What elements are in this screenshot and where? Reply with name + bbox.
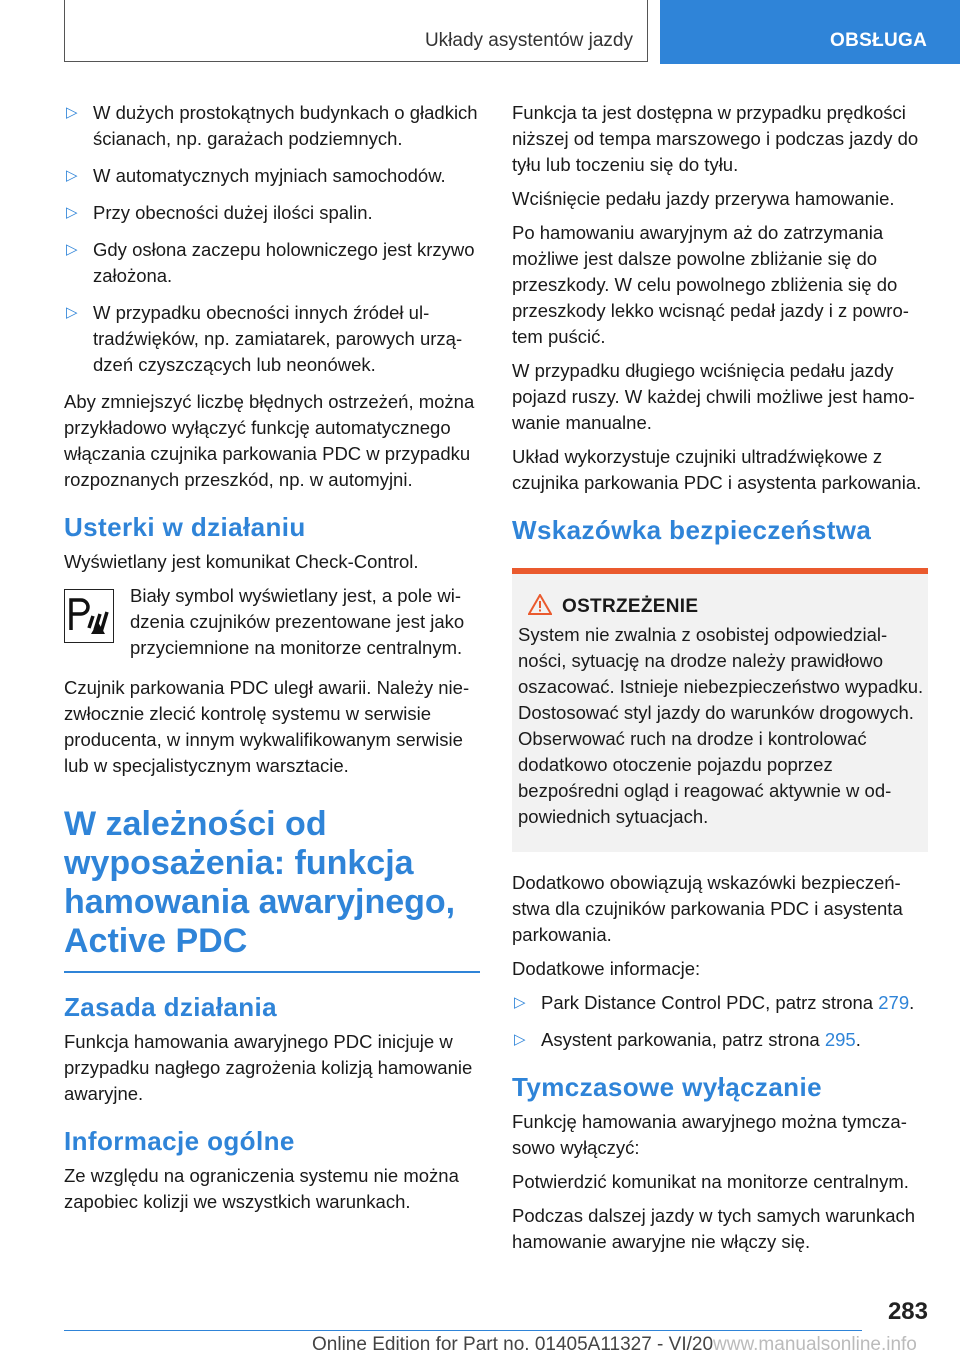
page-number: 283 xyxy=(887,1298,928,1325)
paragraph-additional-safety: Dodatkowo obowiązują wskazówki bezpieczeństwa dla czujników parkowania PDC i asystenta parkowania. xyxy=(512,872,903,945)
footer-edition: Online Edition for Part no. 01405A11327 - VI/20www.manualsonline.info xyxy=(312,1334,917,1355)
symbol-description: Biały symbol wyświetlany jest, a pole widzenia czujników prezentowane jest jako przyciemnione na monitorze centralnym. xyxy=(130,585,465,658)
warning-triangle-icon xyxy=(528,594,552,620)
triangle-bullet-icon: ▷ xyxy=(66,104,78,121)
heading-temporary-disable: Tymczasowe wyłączanie xyxy=(512,1072,822,1102)
heading-active-pdc: W zależności od wyposażenia: funkcja hamowania awaryjnego, Active PDC xyxy=(64,805,456,960)
paragraph-sensors: Układ wykorzystuje czujniki ultradźwiękowe z czujnika parkowania PDC i asystenta parkowania. xyxy=(512,446,922,493)
warning-text: System nie zwalnia z osobistej odpowiedzialności, sytuację na drodze należy prawidłowo oszacować. Istnieje niebezpieczeństwo wypadku. Dostosować styl jazdy do warunków drogowych. Obserwować ruch na drodze i kontrolować dodatkowo otoczenie pojazdu poprzez bezpośredni ogląd i reagować aktywnie w odpowiednich sytuacjach. xyxy=(518,624,924,827)
list-item: ▷ Gdy osłona zaczepu holowniczego jest krzywo założona. xyxy=(66,239,475,286)
section-tab: OBSŁUGA xyxy=(660,0,960,64)
paragraph-general: Ze względu na ograniczenia systemu nie można zapobiec kolizji we wszystkich warunkach. xyxy=(64,1165,459,1212)
list-item: ▷ W automatycznych myjniach samochodów. xyxy=(64,163,480,189)
paragraph-principle: Funkcja hamowania awaryjnego PDC inicjuje w przypadku nagłego zagrożenia kolizją hamowanie awaryjne. xyxy=(64,1031,473,1104)
warning-header xyxy=(518,594,928,620)
header-box xyxy=(64,0,648,62)
paragraph-availability: Funkcja ta jest dostępna w przypadku prędkości niższej od tempa marszowego i podczas jazdy do tyłu lub toczeniu się do tyłu. xyxy=(512,102,919,175)
paragraph-check-control: Wyświetlany jest komunikat Check-Control. xyxy=(64,551,419,572)
page-link-279[interactable]: 279 xyxy=(878,992,910,1013)
heading-principle: Zasada działania xyxy=(64,992,278,1022)
paragraph-temp-3: Podczas dalszej jazdy w tych samych warunkach hamowanie awaryjne nie włączy się. xyxy=(512,1205,916,1252)
heading-faults: Usterki w działaniu xyxy=(64,512,306,542)
paragraph-long-press: W przypadku długiego wciśnięcia pedału jazdy pojazd ruszy. W każdej chwili możliwe jest hamowanie manualne. xyxy=(512,360,915,433)
page-link-295[interactable]: 295 xyxy=(824,1029,856,1050)
triangle-bullet-icon: ▷ xyxy=(66,241,78,258)
triangle-bullet-icon: ▷ xyxy=(66,304,78,321)
paragraph-after-braking: Po hamowaniu awaryjnym aż do zatrzymania możliwe jest dalsze powolne zbliżanie się do przeszkody. W celu powolnego zbliżenia się do przeszkody lekko wcisnąć pedał jazdy i z powrotem puścić. xyxy=(512,222,909,347)
list-item: ▷ W przypadku obecności innych źródeł ultradźwięków, np. zamiatarek, parowych urządzeń czyszczących lub neonówek. xyxy=(66,302,463,375)
warning-box xyxy=(512,574,928,852)
heading-general: Informacje ogólne xyxy=(64,1126,295,1156)
footer-watermark: www.manualsonline.info xyxy=(713,1334,917,1355)
symbol-row xyxy=(64,583,480,661)
pdc-fault-icon xyxy=(64,589,114,643)
triangle-bullet-icon: ▷ xyxy=(66,167,78,184)
list-item: ▷ Park Distance Control PDC, patrz strona 279. xyxy=(512,990,928,1016)
paragraph-temp-1: Funkcję hamowania awaryjnego można tymczasowo wyłączyć: xyxy=(512,1111,907,1158)
list-item: ▷ Asystent parkowania, patrz strona 295. xyxy=(512,1027,928,1053)
heading-rule xyxy=(64,971,480,973)
paragraph-temp-2: Potwierdzić komunikat na monitorze centralnym. xyxy=(512,1171,909,1192)
paragraph-more-info: Dodatkowe informacje: xyxy=(512,958,701,979)
paragraph-pdc-failure: Czujnik parkowania PDC uległ awarii. Należy niezwłocznie zlecić kontrolę systemu w serwisie producenta, w innym wykwalifikowanym serwisie lub w specjalistycznym warsztacie. xyxy=(64,677,470,776)
list-item: ▷ W dużych prostokątnych budynkach o gładkich ścianach, np. garażach podziemnych. xyxy=(66,102,478,149)
footer-rule xyxy=(64,1330,862,1331)
triangle-bullet-icon: ▷ xyxy=(514,1031,526,1048)
paragraph-reduce-warnings: Aby zmniejszyć liczbę błędnych ostrzeżeń, można przykładowo wyłączyć funkcję automatycznego włączania czujnika parkowania PDC w przypadku rozpoznanych przeszkód, np. w automyjni. xyxy=(64,391,475,490)
paragraph-pedal-interrupt: Wciśnięcie pedału jazdy przerywa hamowanie. xyxy=(512,188,895,209)
heading-safety: Wskazówka bezpieczeństwa xyxy=(512,515,872,545)
section-title: Układy asystentów jazdy xyxy=(424,30,633,51)
triangle-bullet-icon: ▷ xyxy=(514,994,526,1011)
right-column xyxy=(512,100,928,1263)
warning-title: OSTRZEŻENIE xyxy=(562,596,699,617)
list-item: ▷ Przy obecności dużej ilości spalin. xyxy=(64,200,480,226)
triangle-bullet-icon: ▷ xyxy=(66,204,78,221)
left-column xyxy=(64,100,480,1223)
